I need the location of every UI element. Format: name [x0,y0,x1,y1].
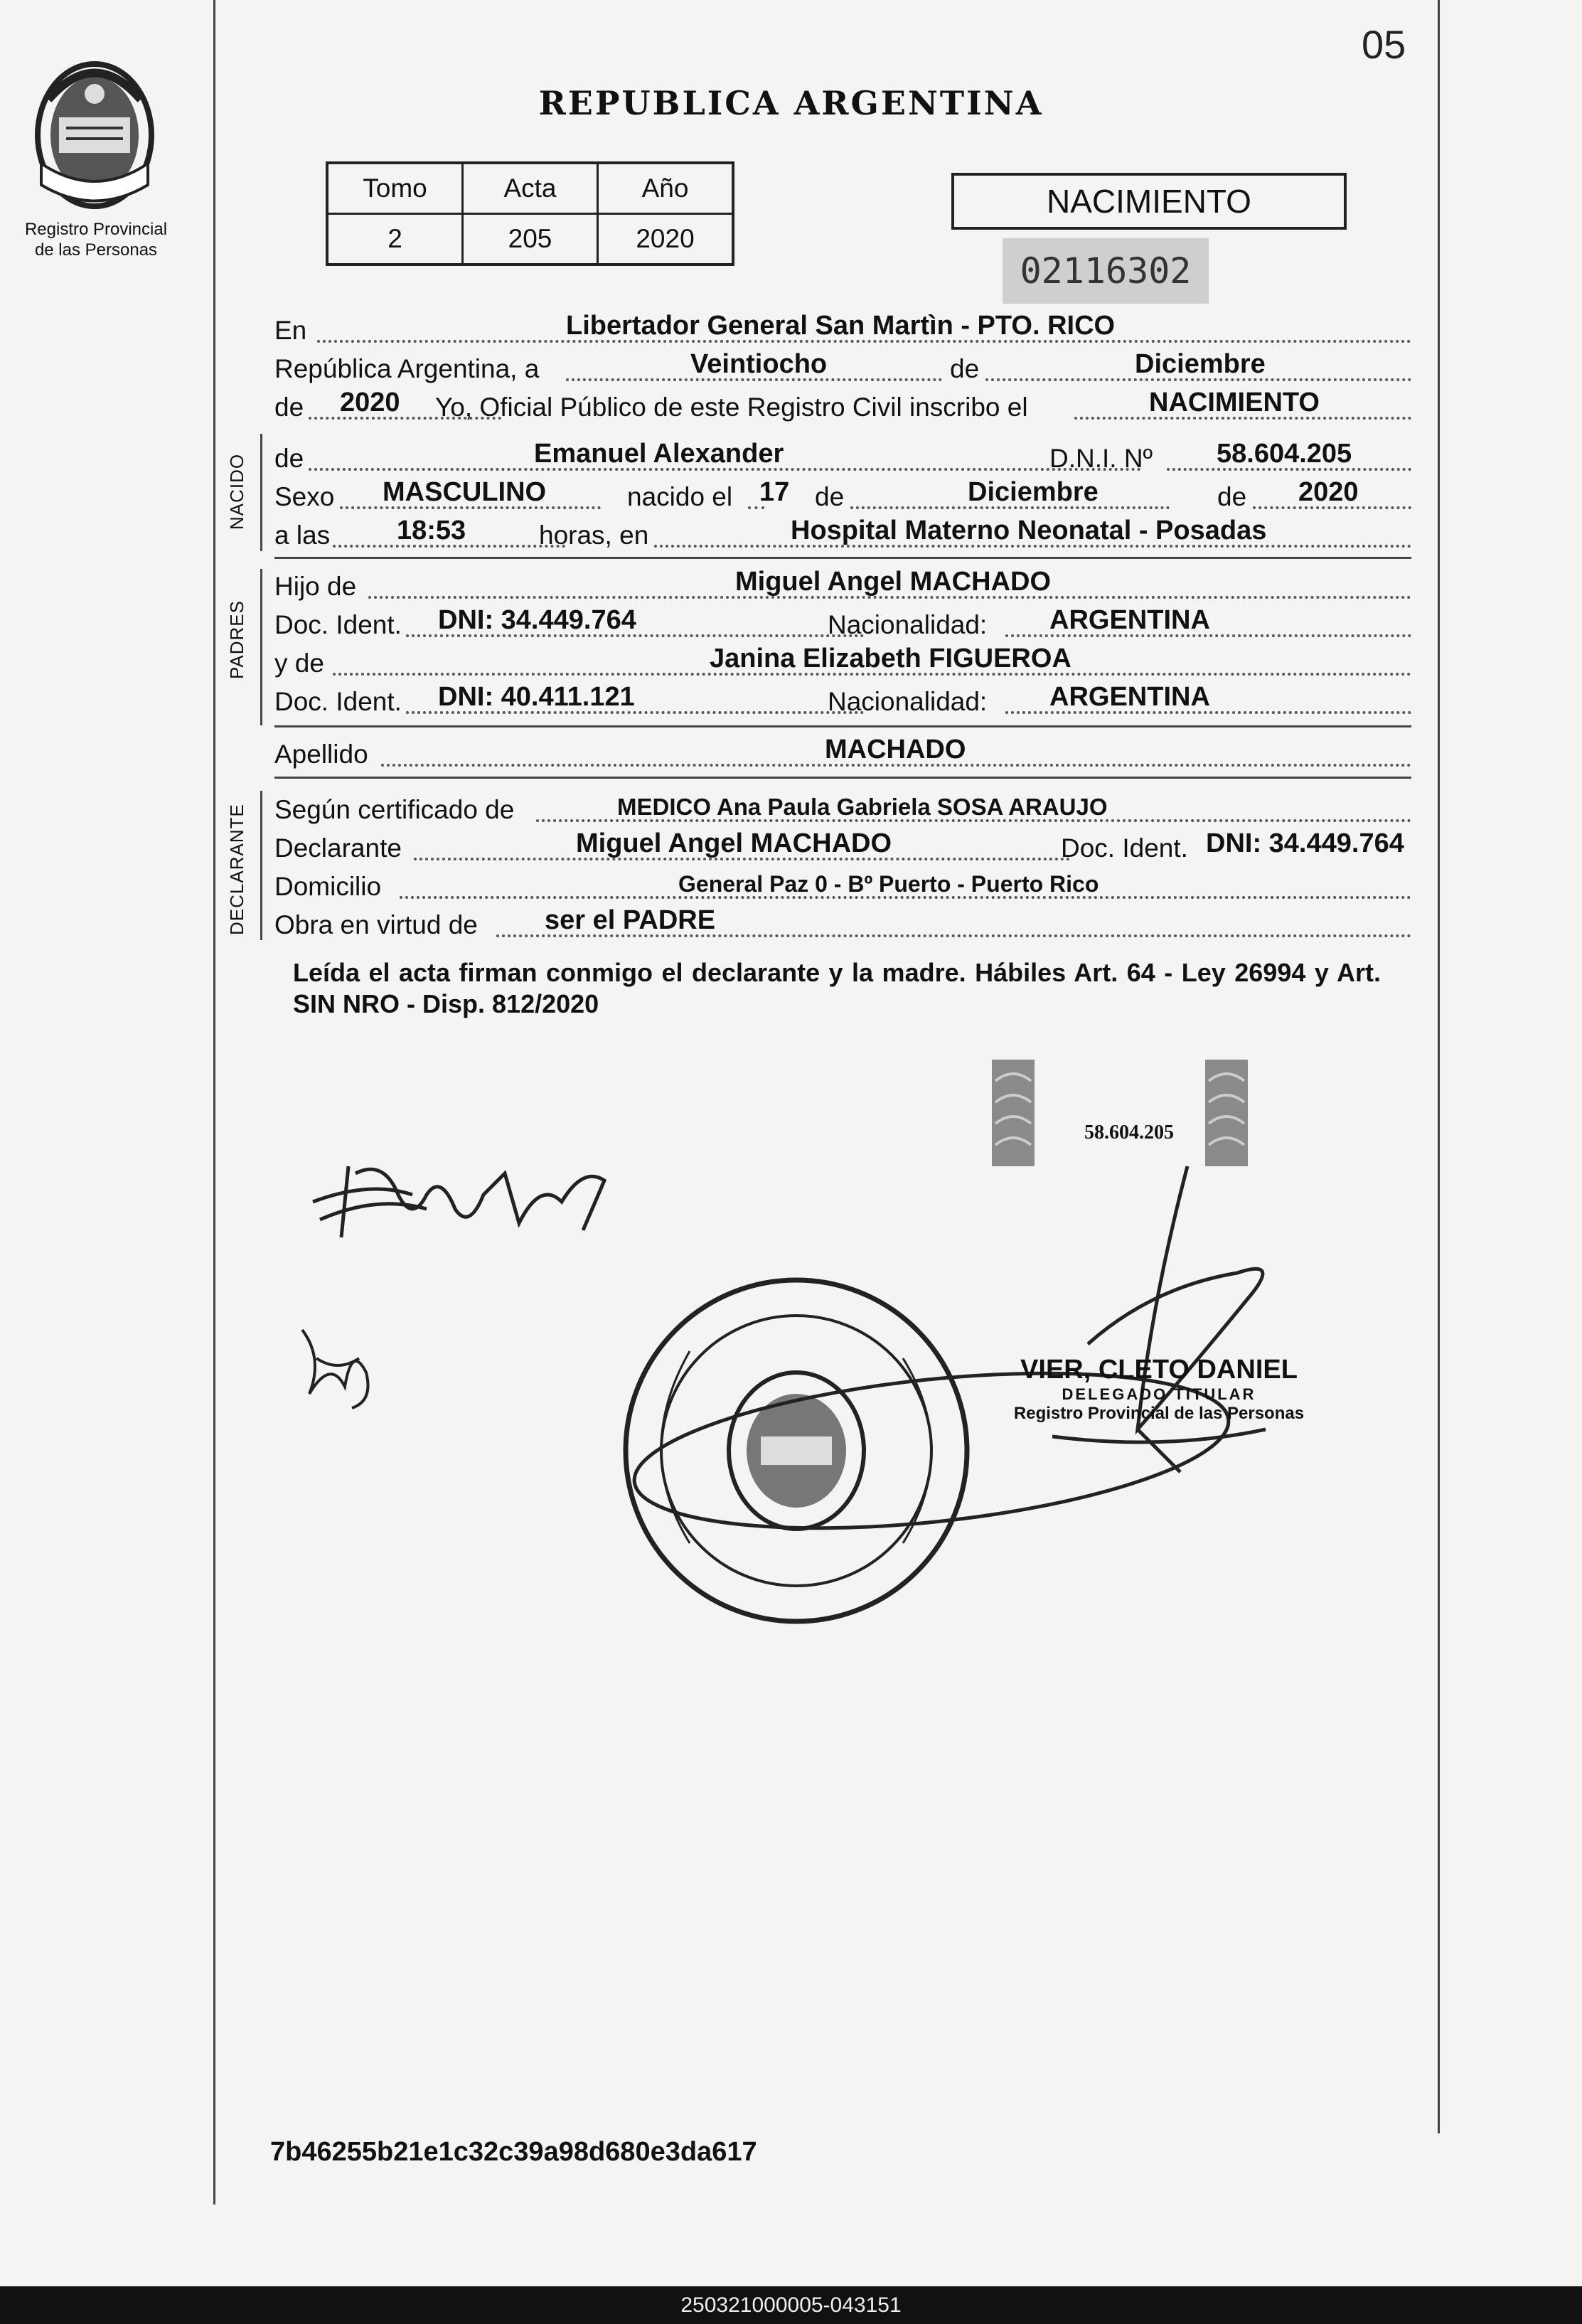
de-label: de [274,393,304,422]
footer-code: 250321000005-043151 [0,2286,1582,2324]
birth-month-value: Diciembre [968,477,1099,507]
dni-label: D.N.I. Nº [1049,444,1153,473]
section-divider [274,777,1411,779]
serial-number: 02116302 [1003,238,1209,304]
row-time-place [274,518,1411,552]
mother-doc-value: DNI: 40.411.121 [438,682,635,712]
official-block [1003,1355,1315,1424]
tomo-value: 2 [327,214,463,265]
document-hash: 7b46255b21e1c32c39a98d680e3da617 [270,2137,757,2167]
day-value: Veintiocho [690,349,828,379]
row-mother-doc [274,684,1411,718]
row-address [274,869,1411,903]
month-value: Diciembre [1135,349,1266,379]
registry-table-header [327,163,733,214]
doc-label: Doc. Ident. [1061,833,1188,863]
official-name: VIER, CLETO DANIEL [1020,1355,1298,1385]
section-label-declarante: DECLARANTE [226,804,247,935]
mother-nationality-value: ARGENTINA [1049,682,1210,712]
year-value: 2020 [340,388,400,417]
official-org: Registro Provincial de las Personas [1013,1404,1305,1423]
act-value: NACIMIENTO [1149,388,1320,417]
row-mother [274,646,1411,680]
en-label: En [274,316,307,345]
left-margin-line [213,0,215,2205]
section-divider [274,725,1411,727]
fingerprint-stamp-number: 58.604.205 [1084,1121,1174,1144]
declarant-name-value: Miguel Angel MACHADO [576,828,892,858]
nacionalidad-label: Nacionalidad: [828,687,988,716]
section-bar [260,791,262,940]
alas-label: a las [274,521,331,550]
row-place [274,313,1411,347]
registry-table [326,161,734,266]
section-divider [274,557,1411,559]
de-label: de [950,354,980,383]
declarante-label: Declarante [274,833,402,863]
document-type-box: NACIMIENTO [951,173,1347,230]
province-emblem-icon [27,50,162,213]
child-name-value: Emanuel Alexander [534,439,784,469]
doc-label: Doc. Ident. [274,610,402,639]
org-line-2: de las Personas [34,240,158,260]
birth-year-value: 2020 [1298,477,1359,507]
surname-value: MACHADO [825,735,966,764]
org-line-1: Registro Provincial [24,220,168,239]
birth-day-value: 17 [759,477,790,507]
fingerprint-stamp-icon [992,1060,1248,1166]
certificado-label: Según certificado de [274,795,515,824]
nacionalidad-label: Nacionalidad: [828,610,988,639]
ano-header: Año [598,163,734,214]
right-margin-line [1438,0,1440,2133]
section-bar [260,434,262,551]
role-value: ser el PADRE [545,905,716,935]
official-seal-icon [619,1259,1301,1643]
de-label: de [815,482,845,511]
birth-place-value: Hospital Materno Neonatal - Posadas [791,516,1267,545]
de-label: de [1217,482,1247,511]
horas-label: horas, en [539,521,649,550]
sexo-label: Sexo [274,482,335,511]
acta-header: Acta [463,163,598,214]
signature-mother-icon [295,1316,380,1415]
de-label: de [274,444,304,473]
acta-value: 205 [463,214,598,265]
ano-value: 2020 [598,214,734,265]
row-father-doc [274,607,1411,641]
row-date [274,351,1411,385]
signature-declarant-icon [306,1152,661,1252]
father-name-value: Miguel Angel MACHADO [735,567,1052,597]
section-label-nacido: NACIDO [226,453,247,530]
father-doc-value: DNI: 34.449.764 [438,605,636,635]
tomo-header: Tomo [327,163,463,214]
sexo-value: MASCULINO [383,477,547,507]
section-label-padres: PADRES [226,600,247,679]
mother-name-value: Janina Elizabeth FIGUEROA [710,644,1071,673]
birth-time-value: 18:53 [397,516,466,545]
section-bar [260,569,262,725]
doc-label: Doc. Ident. [274,687,402,716]
statement-text: Yo, Oficial Público de este Registro Civil inscribo el [435,393,1028,422]
declarant-doc-value: DNI: 34.449.764 [1206,828,1404,858]
legal-text: Leída el acta firman conmigo el declarante y la madre. Hábiles Art. 64 - Ley 26994 y Art. SIN NRO - Disp. 812/2020 [293,958,1381,1018]
yde-label: y de [274,649,324,678]
place-value: Libertador General San Martìn - PTO. RICO [566,311,1116,341]
address-value: General Paz 0 - Bº Puerto - Puerto Rico [678,871,1099,897]
row-sex-birth [274,479,1411,513]
row-certificate [274,792,1411,826]
certificate-value: MEDICO Ana Paula Gabriela SOSA ARAUJO [617,794,1108,820]
nacido-label: nacido el [627,482,733,511]
row-declarant [274,828,1411,865]
row-statement [274,390,1411,424]
registry-table-values [327,214,733,265]
republic-label: República Argentina, a [274,354,540,383]
row-name [274,441,1411,475]
page-number: 05 [1362,22,1406,67]
apellido-label: Apellido [274,740,368,769]
father-nationality-value: ARGENTINA [1049,605,1210,635]
official-role: DELEGADO TITULAR [1062,1385,1256,1403]
row-surname [274,737,1411,771]
hijo-label: Hijo de [274,572,357,601]
obra-label: Obra en virtud de [274,910,478,939]
row-role [274,907,1411,942]
row-father [274,569,1411,603]
seal-text [626,1629,981,1651]
child-dni-value: 58.604.205 [1217,439,1352,469]
domicilio-label: Domicilio [274,872,382,901]
registry-name [7,219,185,260]
document-title: REPUBLICA ARGENTINA [538,84,1044,122]
